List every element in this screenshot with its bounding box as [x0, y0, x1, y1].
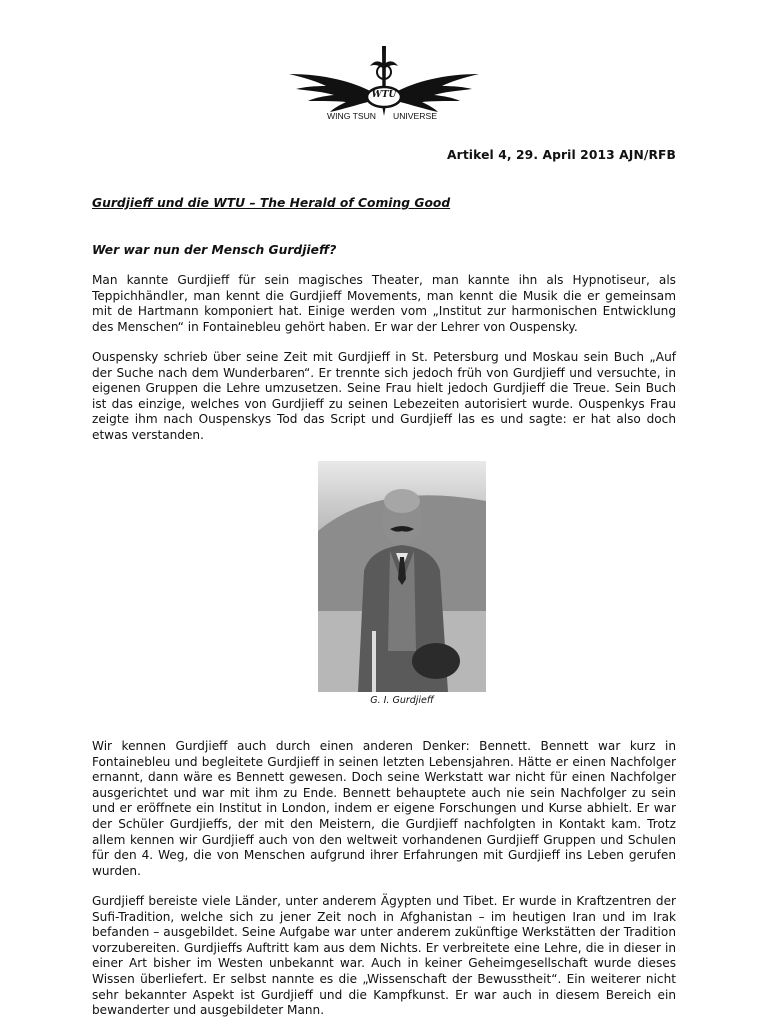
portrait-photo: [318, 461, 486, 692]
logo-emblem-text: WTU: [371, 90, 397, 100]
article-reference: Artikel 4, 29. April 2013 AJN/RFB: [447, 148, 676, 162]
photo-caption: G. I. Gurdjieff: [370, 695, 434, 706]
logo-right-text: UNIVERSE: [393, 111, 437, 121]
paragraph-1: Man kannte Gurdjieff für sein magisches Theater, man kannte ihn als Hypnotiseur, als Teppichhändler, man kennt die Gurdjieff Movements, man kennt die Musik die er gemeinsam mit de Hartmann komponiert hat. Einige werden vom „Institut zur harmonischen Entwicklung des Menschen“ in Fontainebleu gehört haben. Er war der Lehrer von Ouspensky.: [92, 273, 676, 334]
section-heading: Wer war nun der Mensch Gurdjieff?: [92, 243, 337, 257]
portrait-image: [318, 461, 486, 692]
wtu-logo: [284, 44, 484, 130]
paragraph-2: Ouspensky schrieb über seine Zeit mit Gurdjieff in St. Petersburg und Moskau sein Buch „Auf der Suche nach dem Wunderbaren“. Er trennte sich jedoch früh von Gurdjieff und versuchte, in eigenen Gruppen die Lehre umzusetzen. Seine Frau hielt jedoch Gurdjieff die Treue. Sein Buch ist das einzige, welches von Gurdjieff zu seinen Lebezeiten autorisiert wurde. Ouspenkys Frau zeigte ihm nach Ouspenskys Tod das Script und Gurdjieff las es und sagte: er hat also doch etwas verstanden.: [92, 350, 676, 442]
logo-left-text: WING TSUN: [326, 111, 376, 121]
paragraph-4: Gurdjieff bereiste viele Länder, unter anderem Ägypten und Tibet. Er wurde in Kraftzentren der Sufi-Tradition, welche sich zu jener Zeit noch in Afghanistan – im heutigen Iran und im Irak befanden – ausgebildet. Seine Aufgabe war unter anderem zukünftige Werkstätten der Tradition vorzubereiten. Gurdjieffs Auftritt kam aus dem Nichts. Er verbreitete eine Lehre, die in dieser in einer Art bisher im Westen unbekannt war. Auch in keiner Geheimgesellschaft wurde dieses Wissen überliefert. Er selbst nannte es die „Wissenschaft der Bewusstheit“. Ein weiterer nicht sehr bekannter Aspekt ist Gurdjieff und die Kampfkunst. Er war auch in diesem Bereich ein bewanderter und ausgebildeter Mann.: [92, 894, 676, 1018]
paragraph-3: Wir kennen Gurdjieff auch durch einen anderen Denker: Bennett. Bennett war kurz in Fontainebleu und begleitete Gurdjieff in seinen letzten Lebensjahren. Hätte er einen Nachfolger ernannt, dann wäre es Bennett gewesen. Doch seine Werkstatt war nicht für einen Nachfolger ausgerichtet und war mit ihm zu Ende. Bennett behauptete auch nie sein Nachfolger zu sein und er eröffnete ein Institut in London, indem er eigene Forschungen und Kurse abhielt. Er war der Schüler Gurdjieffs, der mit den Meistern, die Gurdjieff nachfolgten in Kontakt kam. Trotz allem kennen wir Gurdjieff auch von den weltweit vorhandenen Gurdjieff Gruppen und Schulen für den 4. Weg, die von Menschen aufgrund ihrer Erfahrungen mit Gurdjieff ins Leben gerufen wurden.: [92, 739, 676, 878]
document-title: Gurdjieff und die WTU – The Herald of Coming Good: [92, 196, 451, 210]
